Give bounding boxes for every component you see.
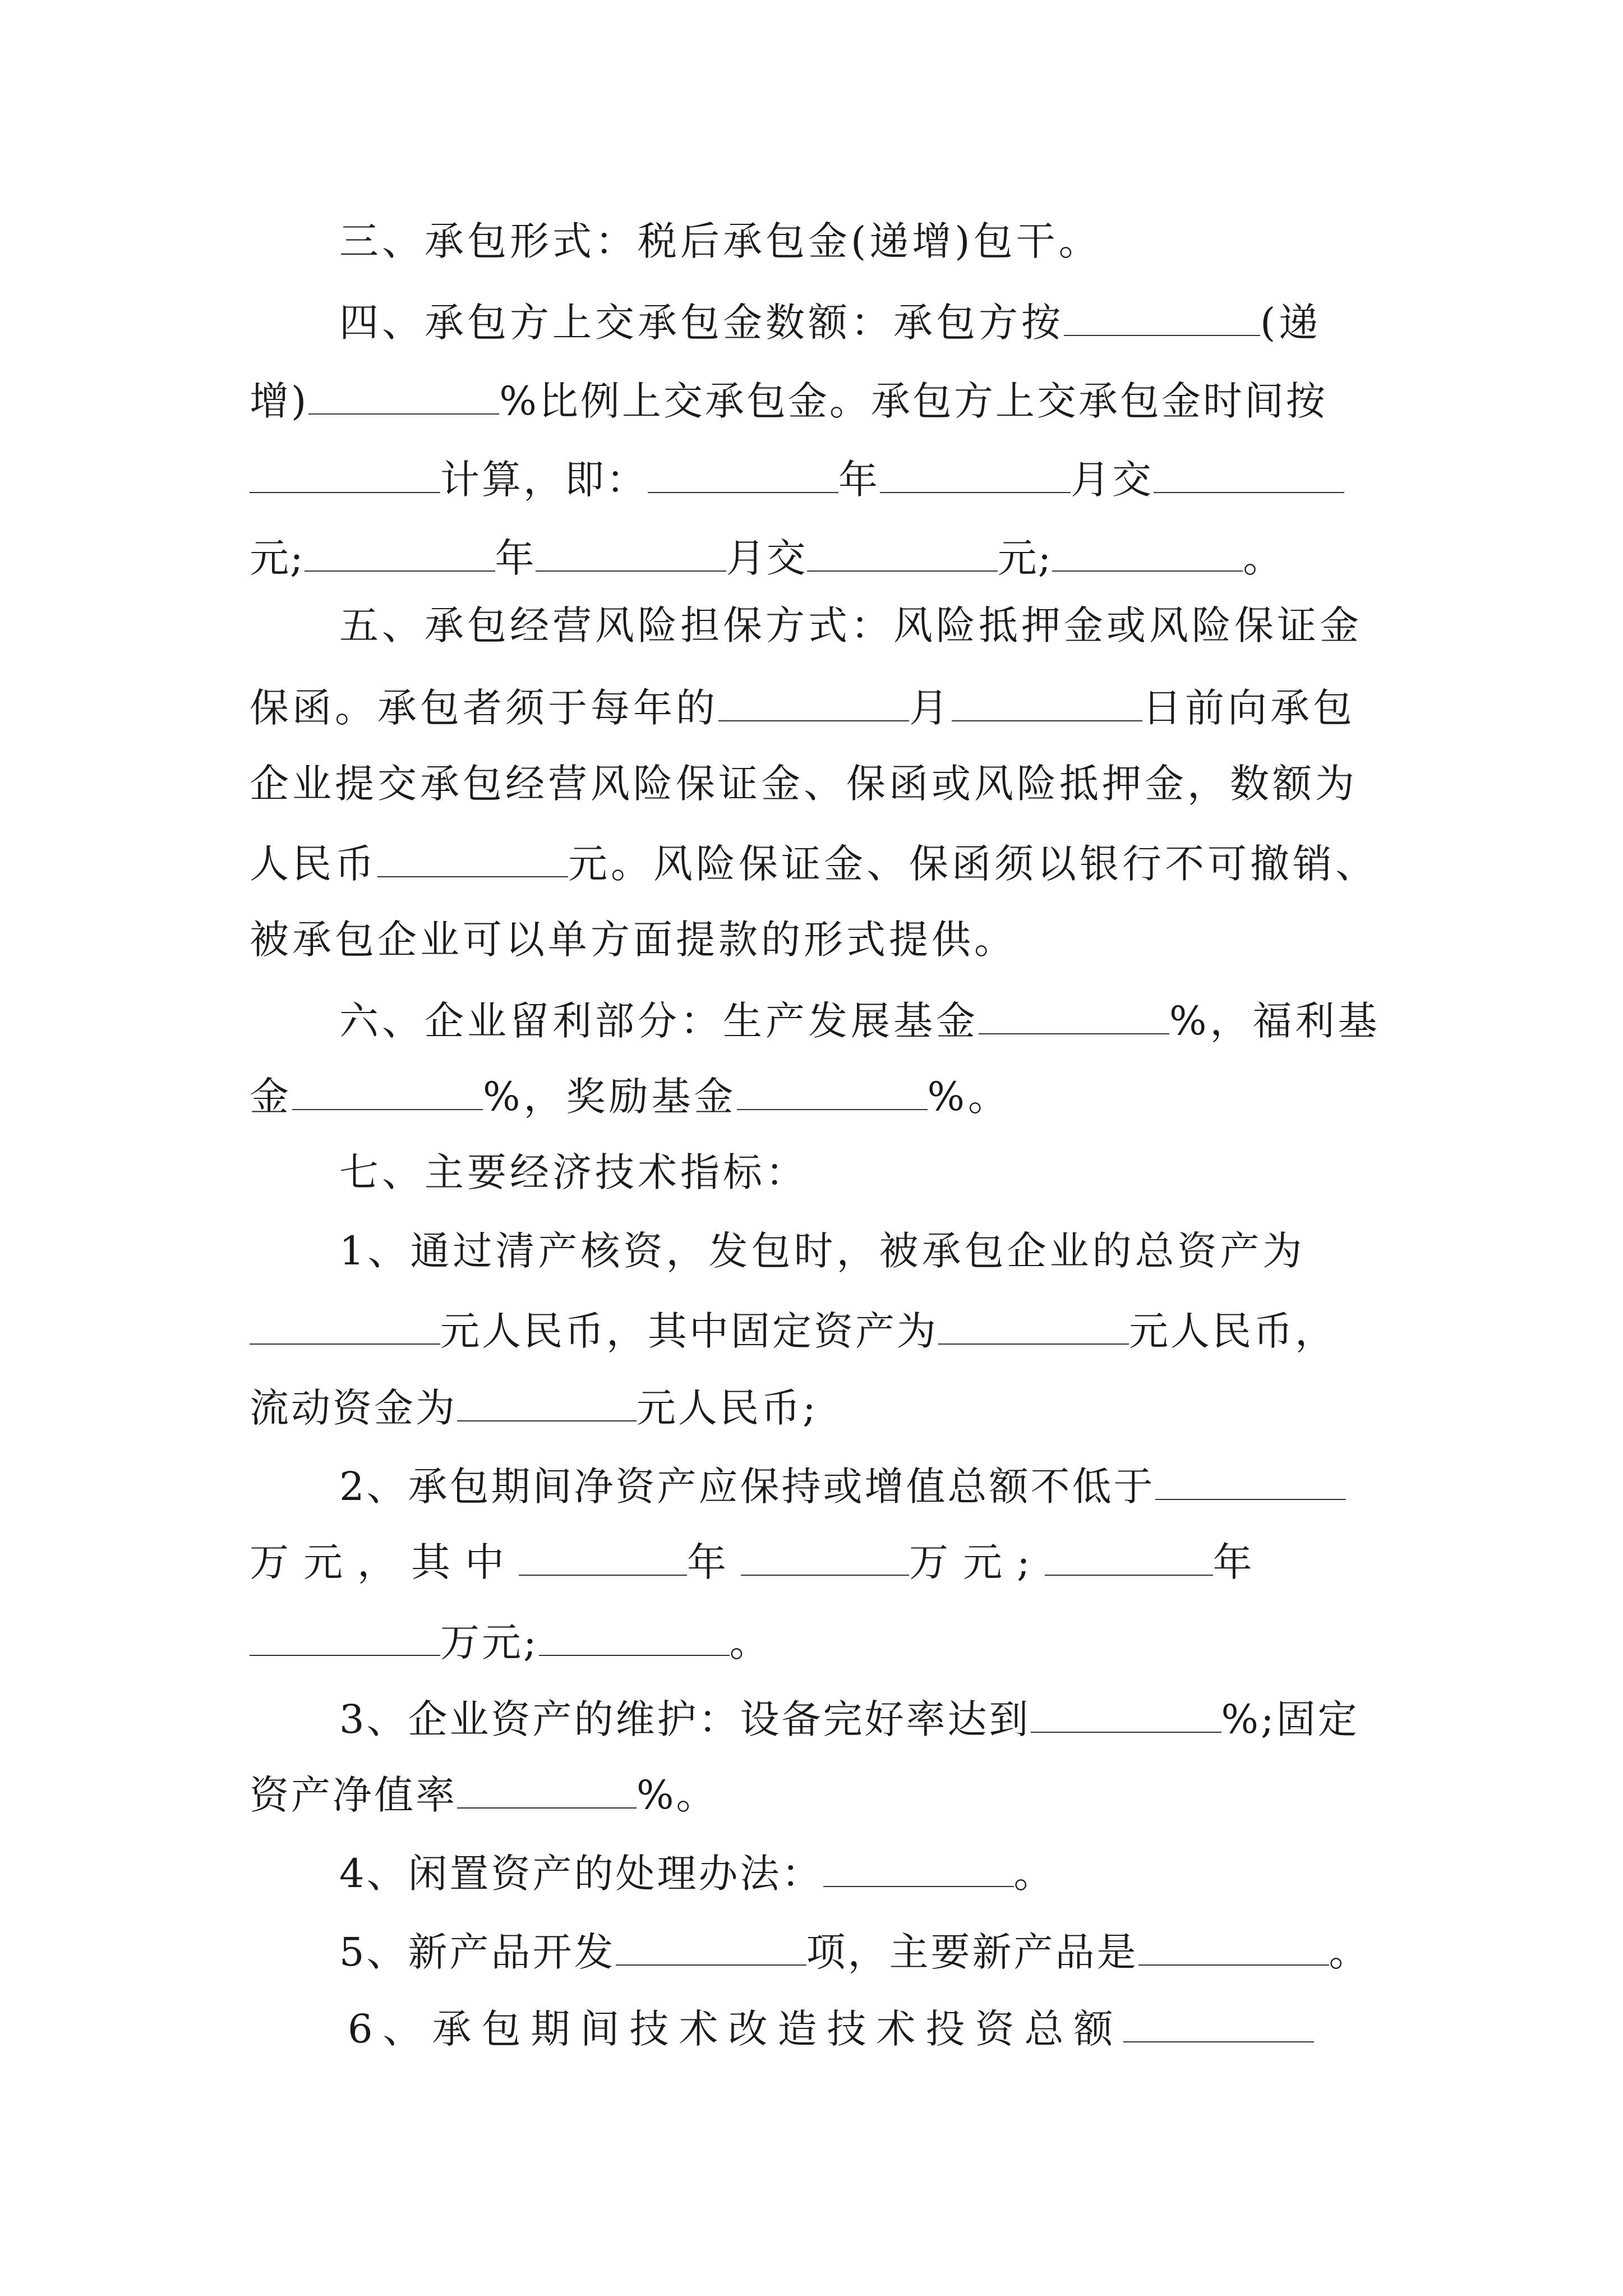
clause-5-line-3 [250,761,1358,807]
text-segment: 。 [729,1619,771,1665]
text-segment: 万元; [440,1619,539,1665]
fill-blank[interactable] [536,536,726,572]
fill-blank[interactable] [308,379,499,415]
text-segment: 万元; [909,1539,1045,1585]
item-3-line-2 [250,1772,718,1818]
fill-blank[interactable] [250,457,440,493]
item-2-line-2 [250,1539,1267,1585]
fill-blank[interactable] [1155,1464,1346,1500]
text-segment: 金 [250,1074,292,1120]
fill-blank[interactable] [737,1074,928,1110]
text-segment: 元; [997,535,1053,581]
text-segment: 元; [250,535,305,581]
text-segment: 月交 [726,535,807,581]
item-2-line-3 [250,1619,771,1665]
text-segment: 流动资金为 [250,1385,457,1431]
fill-blank[interactable] [250,1309,440,1345]
fill-blank[interactable] [377,841,568,877]
item-3-line-1 [339,1696,1359,1742]
text-segment: 计算，即： [440,457,648,503]
fill-blank[interactable] [292,1074,483,1110]
text-segment: 保函。承包者须于每年的 [250,685,718,731]
fill-blank[interactable] [880,457,1071,493]
item-1-line-2 [250,1308,1336,1354]
text-segment: %比例上交承包金。承包方上交承包金时间按 [499,378,1327,424]
text-segment: 元人民币， [1129,1308,1336,1354]
fill-blank[interactable] [519,1540,687,1576]
item-1-line-1 [339,1228,1306,1274]
text-segment: 六、企业留利部分：生产发展基金 [339,998,979,1044]
text-segment: 月 [909,685,952,731]
fill-blank[interactable] [1154,457,1344,493]
item-2-line-1 [339,1464,1346,1510]
text-segment: (递 [1260,300,1322,346]
fill-blank[interactable] [718,685,909,721]
fill-blank[interactable] [952,685,1142,721]
text-segment: 5、新产品开发 [339,1929,616,1975]
text-segment: 五、承包经营风险担保方式：风险抵押金或风险保证金 [339,602,1362,648]
clause-4-line-4 [250,535,1284,581]
clause-4-line-2 [250,378,1327,424]
fill-blank[interactable] [1064,300,1260,336]
fill-blank[interactable] [741,1540,909,1576]
text-segment: 4、闲置资产的处理办法： [339,1851,823,1897]
clause-4-line-3 [250,457,1344,503]
text-segment: 增) [250,378,309,424]
text-segment: 被承包企业可以单方面提款的形式提供。 [250,917,1017,963]
fill-blank[interactable] [1138,1930,1329,1966]
item-5 [339,1929,1371,1975]
fill-blank[interactable] [457,1386,637,1421]
text-segment: 1、通过清产核资，发包时，被承包企业的总资产为 [339,1228,1306,1274]
text-segment: 年 [687,1539,741,1585]
text-segment: %，奖励基金 [483,1074,737,1120]
fill-blank[interactable] [807,536,998,572]
text-segment: 年 [1212,1539,1267,1585]
fill-blank[interactable] [305,536,495,572]
clause-6-line-1 [339,998,1381,1044]
text-segment: 月交 [1071,457,1154,503]
clause-6-line-2 [250,1074,1011,1120]
fill-blank[interactable] [1123,2007,1314,2042]
fill-blank[interactable] [1052,536,1243,572]
text-segment: 人民币 [250,841,377,887]
item-4 [339,1851,1055,1897]
text-segment: 。 [1329,1929,1371,1975]
text-segment: %。 [927,1074,1011,1120]
fill-blank[interactable] [250,1620,440,1656]
text-segment: 年 [838,457,880,503]
fill-blank[interactable] [979,999,1169,1034]
text-segment: 资产净值率 [250,1772,457,1818]
fill-blank[interactable] [938,1309,1129,1345]
text-segment: 年 [495,535,536,581]
fill-blank[interactable] [648,457,838,493]
item-1-line-3 [250,1385,818,1431]
text-segment: 企业提交承包经营风险保证金、保函或风险抵押金，数额为 [250,761,1358,807]
text-segment: 四、承包方上交承包金数额：承包方按 [339,300,1064,346]
fill-blank[interactable] [616,1930,806,1966]
item-6 [348,2006,1314,2052]
text-segment: 七、主要经济技术指标： [339,1149,808,1195]
fill-blank[interactable] [457,1773,637,1809]
text-segment: 。 [1013,1851,1055,1897]
text-segment: 万元，其中 [250,1539,519,1585]
clause-5-line-5 [250,917,1017,963]
clause-4-line-1 [339,300,1322,346]
text-segment: %;固定 [1221,1696,1359,1742]
clause-5-line-4 [250,841,1378,887]
text-segment: %。 [637,1772,718,1818]
fill-blank[interactable] [823,1851,1014,1887]
clause-7-heading [339,1149,808,1195]
clause-5-line-1 [339,602,1362,648]
fill-blank[interactable] [539,1620,730,1656]
text-segment: 元。风险保证金、保函须以银行不可撤销、 [568,841,1378,887]
text-segment: 三、承包形式：税后承包金(递增)包干。 [339,218,1101,264]
text-segment: 元人民币; [637,1385,818,1431]
fill-blank[interactable] [1031,1697,1221,1733]
clause-3 [339,218,1101,264]
text-segment: 项，主要新产品是 [806,1929,1138,1975]
text-segment: 2、承包期间净资产应保持或增值总额不低于 [339,1464,1155,1510]
text-segment: 6、承包期间技术改造技术投资总额 [348,2006,1123,2052]
text-segment: 。 [1243,535,1284,581]
text-segment: %，福利基 [1169,998,1381,1044]
clause-5-line-2 [250,685,1355,731]
text-segment: 3、企业资产的维护：设备完好率达到 [339,1696,1031,1742]
text-segment: 元人民币，其中固定资产为 [440,1308,938,1354]
fill-blank[interactable] [1045,1540,1213,1576]
text-segment: 日前向承包 [1142,685,1355,731]
